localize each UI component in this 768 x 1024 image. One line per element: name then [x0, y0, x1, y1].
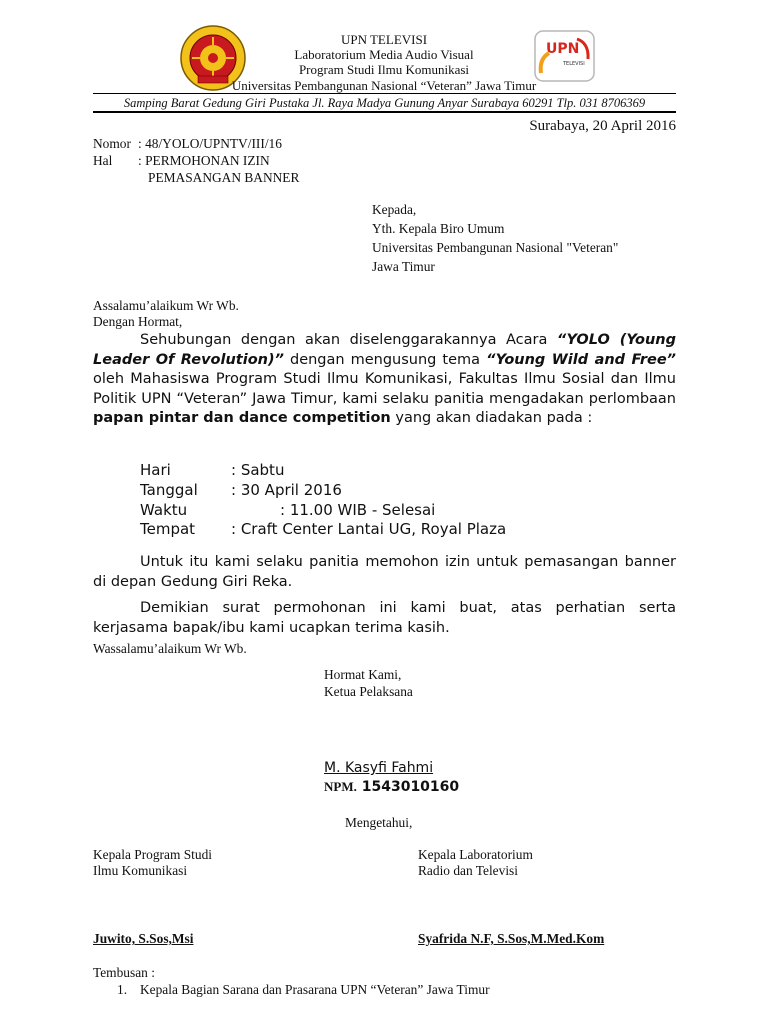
recipient-line-3: Universitas Pembangunan Nasional "Veteran" [372, 240, 619, 255]
right-title-2: Radio dan Televisi [418, 863, 518, 878]
event-name: “YOLO (Young Leader Of Revolution)” [93, 332, 677, 368]
header-address: Samping Barat Gedung Giri Pustaka Jl. Raya Madya Gunung Anyar Surabaya 60291 Tlp. 031 8706369 [123, 96, 646, 110]
hal-value-1: : PERMOHONAN IZIN [138, 153, 270, 168]
detail-label-waktu: Waktu [140, 501, 188, 519]
header-rule-top [93, 93, 676, 94]
detail-label-tempat: Tempat [140, 520, 196, 538]
sign-role: Ketua Pelaksana [324, 684, 413, 699]
tembusan-label: Tembusan : [93, 965, 155, 980]
detail-label-tanggal: Tanggal [140, 481, 198, 499]
closing-salam: Wassalamu’alaikum Wr Wb. [93, 641, 247, 656]
mengetahui-label: Mengetahui, [345, 815, 413, 830]
sign-hormat-kami: Hormat Kami, [324, 667, 402, 682]
org-name: UPN TELEVISI [340, 32, 428, 47]
greeting-hormat: Dengan Hormat, [93, 314, 183, 329]
recipient-line-2: Yth. Kepala Biro Umum [372, 221, 505, 236]
program-name: Program Studi Ilmu Komunikasi [298, 62, 470, 77]
body-paragraph-1: Sehubungan dengan akan diselenggarakannya Acara “YOLO (Young Leader Of Revolution)” dengan mengusung tema “Young Wild and Free” oleh Mahasiswa Program Studi Ilmu Komunikasi, Fakultas Ilmu Sosial dan Ilmu Politik UPN “Veteran” Jawa Timur, kami selaku panitia mengadakan perlombaan papan pintar dan dance competition yang akan diadakan pada : [93, 332, 677, 426]
competition-name: papan pintar dan dance competition [93, 410, 391, 426]
detail-value-tempat: : Craft Center Lantai UG, Royal Plaza [231, 520, 507, 538]
event-theme: “Young Wild and Free” [486, 351, 676, 368]
detail-value-waktu: : 11.00 WIB - Selesai [280, 501, 436, 519]
lab-name: Laboratorium Media Audio Visual [294, 47, 474, 62]
hal-value-2: PEMASANGAN BANNER [148, 170, 300, 185]
greeting-salam: Assalamu’alaikum Wr Wb. [93, 298, 239, 313]
tembusan-item-1: Kepala Bagian Sarana dan Prasarana UPN “Veteran” Jawa Timur [140, 982, 490, 997]
header-rule-bottom [93, 111, 676, 113]
npm-label: NPM. [324, 779, 357, 794]
university-name: Universitas Pembangunan Nasional “Veteran” Jawa Timur [231, 78, 537, 93]
place-date: Surabaya, 20 April 2016 [529, 118, 676, 134]
signer-npm [324, 778, 459, 796]
detail-value-tanggal: : 30 April 2016 [231, 481, 342, 499]
right-title-1: Kepala Laboratorium [418, 847, 533, 862]
body-paragraph-2: Untuk itu kami selaku panitia memohon izin untuk pemasangan banner di depan Gedung Giri Reka. [93, 554, 676, 590]
hal-label: Hal [93, 153, 113, 168]
left-signer-name: Juwito, S.Sos,Msi [93, 931, 194, 946]
signer-name: M. Kasyfi Fahmi [324, 760, 434, 776]
npm-value: 1543010160 [356, 779, 460, 795]
detail-value-hari: : Sabtu [231, 461, 285, 479]
body-paragraph-3: Demikian surat permohonan ini kami buat, atas perhatian serta kerjasama bapak/ibu kami ucapkan terima kasih. [93, 600, 676, 636]
nomor-label: Nomor [93, 136, 131, 151]
recipient-line-1: Kepada, [372, 202, 417, 217]
recipient-line-4: Jawa Timur [372, 259, 435, 274]
left-title-1: Kepala Program Studi [93, 847, 213, 862]
detail-label-hari: Hari [140, 461, 171, 479]
svg-text:TELEVISI: TELEVISI [563, 61, 585, 67]
tembusan-number-1: 1. [117, 982, 128, 997]
nomor-value: : 48/YOLO/UPNTV/III/16 [138, 136, 282, 151]
right-signer-name: Syafrida N.F, S.Sos,M.Med.Kom [418, 931, 605, 946]
left-title-2: Ilmu Komunikasi [93, 863, 188, 878]
svg-text:UPN: UPN [546, 41, 580, 57]
